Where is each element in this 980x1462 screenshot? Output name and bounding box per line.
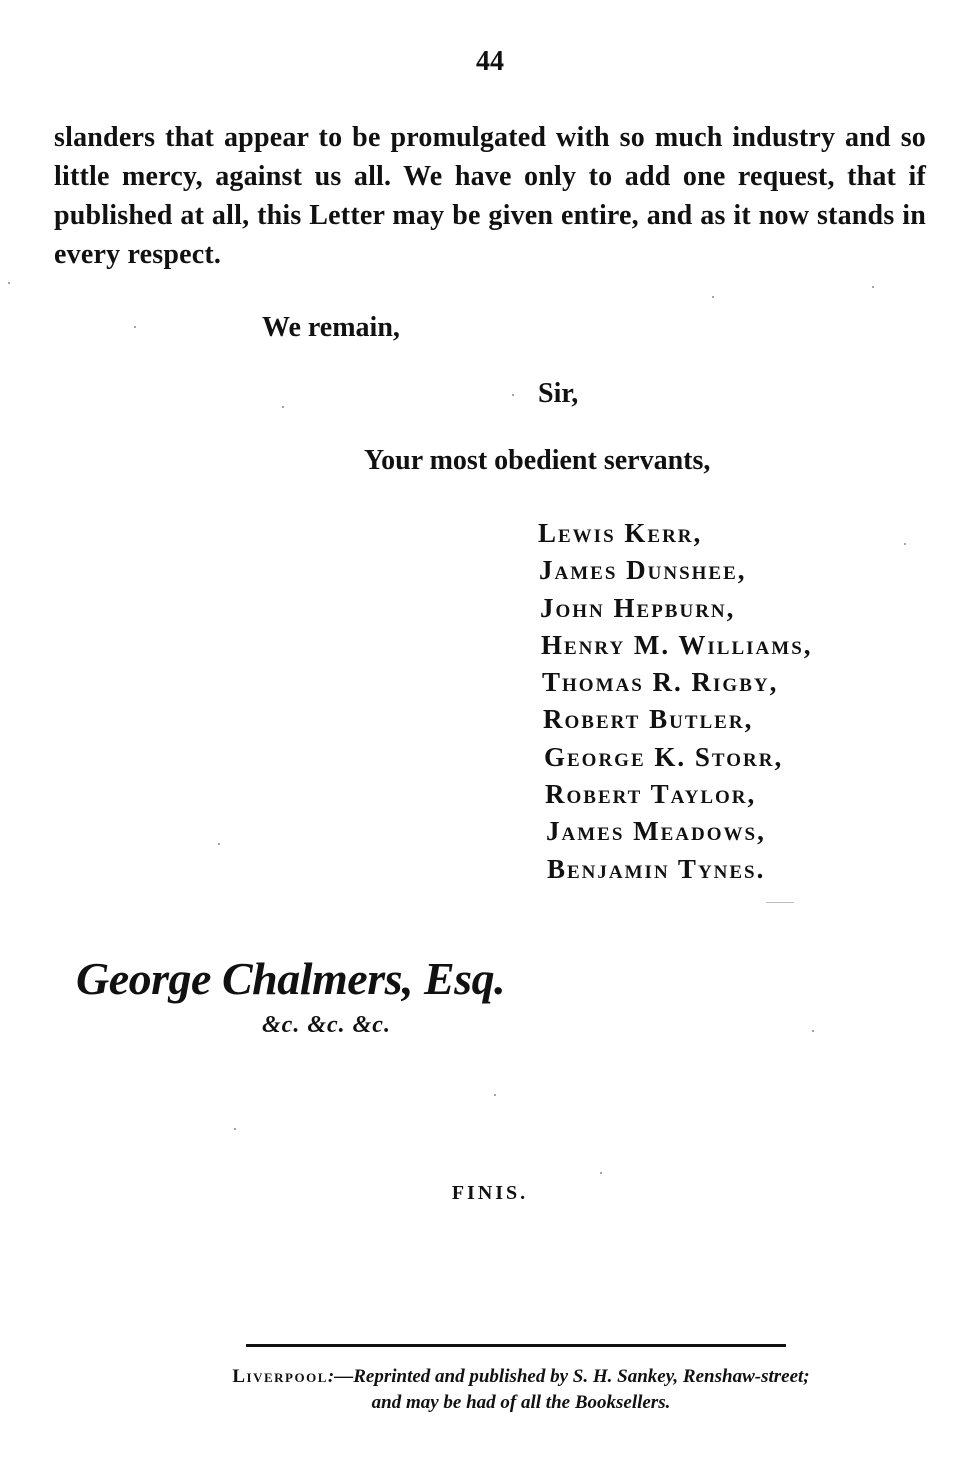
signatory: Benjamin Tynes. [547,853,766,884]
addressee-etc: &c. &c. &c. [262,1012,391,1038]
signature-rule [766,902,794,903]
addressee-name: George Chalmers, Esq. [76,953,506,1004]
salutation: Sir, [538,378,579,409]
signatory: Lewis Kerr, [538,518,703,548]
signatory: Robert Taylor, [545,779,757,810]
signatory: James Meadows, [546,816,766,847]
scan-speck [234,1128,236,1130]
signatory: Thomas R. Rigby, [542,667,779,698]
page-number: 44 [476,46,504,77]
scan-speck [600,1172,602,1174]
signatory: John Hepburn, [540,592,736,623]
scan-speck [904,543,906,545]
scan-speck [282,406,284,408]
scan-speck [494,1094,496,1096]
signatory: George K. Storr, [544,741,784,772]
signatory-list [538,515,813,888]
imprint-line-1 [96,1364,946,1390]
scan-speck [8,282,10,284]
scan-speck [812,1030,814,1032]
imprint-city: Liverpool [232,1366,328,1387]
scan-speck [134,326,136,328]
signatory: Henry M. Williams, [541,629,813,660]
scan-speck [512,394,514,396]
signatory: James Dunshee, [539,555,747,586]
imprint-separator: :— [327,1366,354,1387]
signatory: Robert Butler, [543,704,754,735]
printer-imprint [96,1364,946,1416]
imprint-line-2: and may be had of all the Booksellers. [371,1392,671,1413]
scan-speck [712,296,714,298]
scan-speck [218,843,220,845]
finis-mark: FINIS. [451,1182,529,1204]
scan-speck [872,286,874,288]
closing-line: Your most obedient servants, [364,445,711,476]
letter-body: slanders that appear to be promulgated with so much industry and so little mercy, against us all. We have only to add one request, that if published at all, this Letter may be given entire, and as it now stands in every respect. [54,122,926,270]
imprint-text: Reprinted and published by S. H. Sankey, Renshaw-street; [353,1366,810,1387]
footer-rule [246,1344,786,1347]
valediction: We remain, [262,312,400,343]
